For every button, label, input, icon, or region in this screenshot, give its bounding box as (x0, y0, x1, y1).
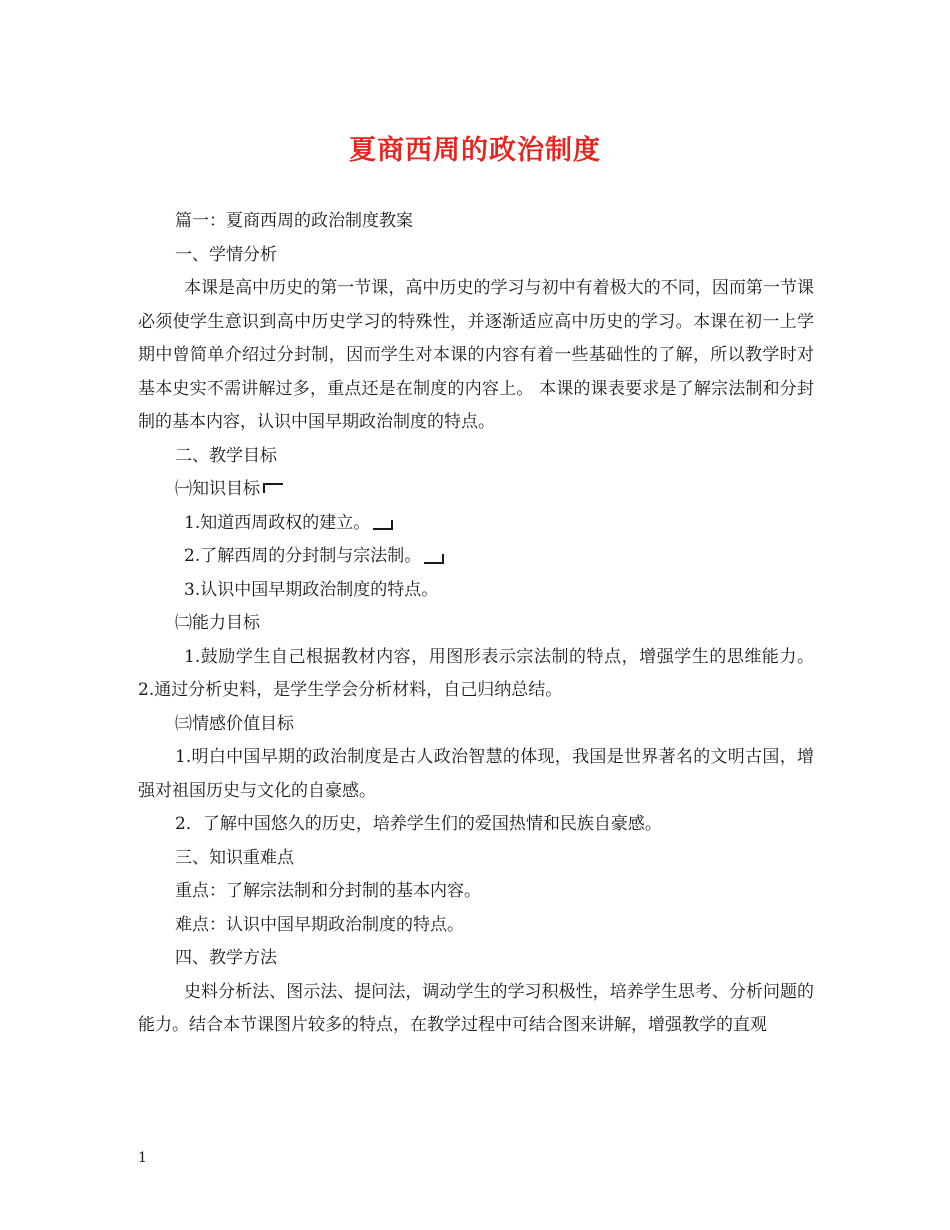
paragraph: 本课是高中历史的第一节课，高中历史的学习与初中有着极大的不同，因而第一节课必须使学生意识到高中历史学习的特殊性，并逐渐适应高中历史的学习。本课在初一上学期中曾简单介绍过分封制，因而学生对本课的内容有着一些基础性的了解，所以教学时对基本史实不需讲解过多，重点还是在制度的内容上。 本课的课表要求是了解宗法制和分封制的基本内容，认识中国早期政治制度的特点。 (138, 278, 814, 432)
document-title: 夏商西周的政治制度 (349, 135, 601, 166)
section-heading: 篇一：夏商西周的政治制度教案 (175, 211, 413, 231)
list-item (138, 540, 814, 574)
subsection-heading (138, 473, 814, 507)
correction-mark-icon (373, 520, 393, 530)
correction-mark-icon (263, 483, 283, 493)
key-point: 重点：了解宗法制和分封制的基本内容。 (175, 881, 481, 901)
list-item: 2．了解中国悠久的历史，培养学生们的爱国热情和民族自豪感。 (175, 814, 662, 834)
page-number: 1 (138, 1150, 147, 1166)
list-item-text: 2.了解西周的分封制与宗法制。 (184, 546, 422, 566)
difficult-point: 难点：认识中国早期政治制度的特点。 (175, 914, 464, 935)
section-heading: 一、学情分析 (175, 244, 277, 265)
paragraph: 1.鼓励学生自己根据教材内容，用图形表示宗法制的特点，增强学生的思维能力。 2.通过分析史料，是学生学会分析材料，自己归纳总结。 (138, 646, 814, 700)
list-item-text: 1.知道西周政权的建立。 (184, 512, 371, 533)
section-heading: 四、教学方法 (175, 948, 277, 968)
paragraph: 1.明白中国早期的政治制度是古人政治智慧的体现，我国是世界著名的文明古国，增强对祖国历史与文化的自豪感。 (138, 747, 814, 801)
list-item (138, 507, 814, 541)
section-heading: 二、教学目标 (175, 445, 277, 466)
correction-mark-icon (424, 554, 444, 564)
list-item: 3.认识中国早期政治制度的特点。 (184, 579, 439, 600)
subsection-heading: ㈢情感价值目标 (175, 713, 294, 734)
paragraph: 史料分析法、图示法、提问法，调动学生的学习积极性，培养学生思考、分析问题的能力。结合本节课图片较多的特点，在教学过程中可结合图来讲解，增强教学的直观 (138, 981, 814, 1035)
subsection-heading: ㈡能力目标 (175, 613, 260, 633)
section-heading: 三、知识重难点 (175, 847, 294, 868)
subsection-heading-text: ㈠知识目标 (175, 479, 260, 499)
document-body (138, 205, 814, 1043)
